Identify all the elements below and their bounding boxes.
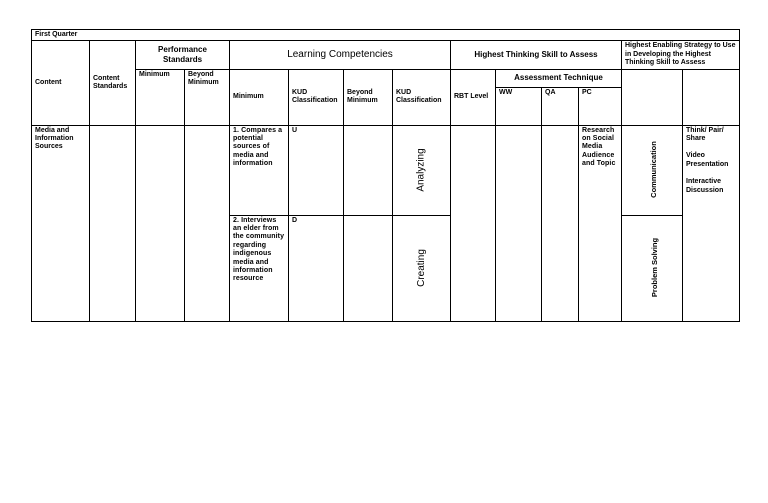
pc-cell: Research on Social Media Audience and Topic bbox=[579, 125, 622, 321]
rbt-creating: Creating bbox=[415, 249, 427, 287]
teaching-strategy-3: Interactive Discussion bbox=[686, 178, 724, 194]
quarter-label: First Quarter bbox=[32, 30, 740, 41]
row-content: Media and Information Sources bbox=[32, 125, 90, 321]
rbt-level-cell bbox=[451, 125, 496, 321]
header-learning-competencies: Learning Competencies bbox=[230, 41, 451, 69]
teaching-spacer bbox=[683, 69, 740, 125]
header-qa: QA bbox=[542, 87, 579, 125]
curriculum-map-table bbox=[31, 29, 740, 322]
header-assessment-technique: Assessment Technique bbox=[496, 69, 622, 87]
qa-cell bbox=[542, 125, 579, 321]
header-lc-beyond-minimum: Beyond Minimum bbox=[344, 69, 393, 125]
header-lc-kud-classification: KUD Classification bbox=[289, 69, 344, 125]
enabling-spacer bbox=[622, 69, 683, 125]
competency-1: 1. Compares a potential sources of media and information bbox=[230, 125, 289, 215]
enabling-2-cell bbox=[622, 215, 683, 321]
kud-1: U bbox=[289, 125, 344, 215]
enabling-communication: Communication bbox=[648, 141, 658, 198]
header-ps-minimum: Minimum bbox=[136, 69, 185, 125]
header-ww: WW bbox=[496, 87, 542, 125]
teaching-strategy-2: Video Presentation bbox=[686, 152, 729, 168]
rbt-analyzing: Analyzing bbox=[415, 148, 427, 192]
ww-cell bbox=[496, 125, 542, 321]
beyond-1 bbox=[344, 125, 393, 215]
beyond-2 bbox=[344, 215, 393, 321]
kud-2: D bbox=[289, 215, 344, 321]
row-ps-minimum bbox=[136, 125, 185, 321]
enabling-1-cell bbox=[622, 125, 683, 215]
header-rbt-level: RBT Level bbox=[451, 69, 496, 125]
header-performance-standards: Performance Standards bbox=[136, 41, 230, 69]
header-highest-thinking-skill: Highest Thinking Skill to Assess bbox=[451, 41, 622, 69]
enabling-problem-solving: Problem Solving bbox=[650, 237, 660, 297]
rbt-2-cell bbox=[393, 215, 451, 321]
row-ps-beyond bbox=[185, 125, 230, 321]
header-lc-minimum: Minimum bbox=[230, 69, 289, 125]
header-content-standards: Content Standards bbox=[90, 41, 136, 125]
header-highest-enabling-strategy: Highest Enabling Strategy to Use in Developing the Highest Thinking Skill to Assess bbox=[622, 41, 740, 69]
header-content: Content bbox=[32, 41, 90, 125]
header-pc: PC bbox=[579, 87, 622, 125]
rbt-1-cell bbox=[393, 125, 451, 215]
teaching-strategy-1: Think/ Pair/ Share bbox=[686, 126, 724, 142]
header-ps-beyond-minimum: Beyond Minimum bbox=[185, 69, 230, 125]
competency-2: 2. Interviews an elder from the community regarding indigenous media and information resource bbox=[230, 215, 289, 321]
header-lc-kud-classification-2: KUD Classification bbox=[393, 69, 451, 125]
row-content-standards bbox=[90, 125, 136, 321]
teaching-strategy-cell bbox=[683, 125, 740, 321]
